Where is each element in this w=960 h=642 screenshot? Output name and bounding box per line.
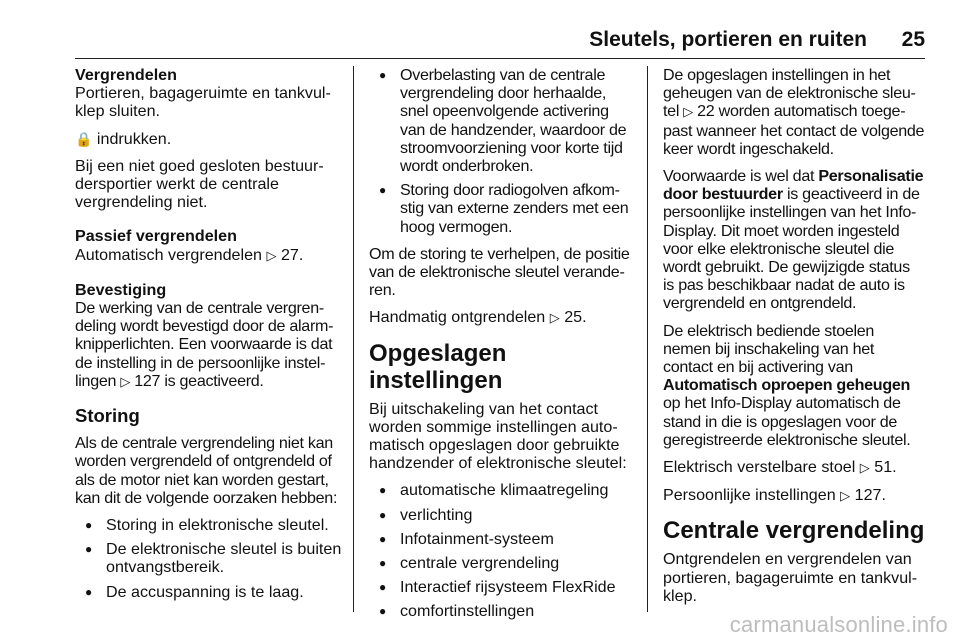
list-item: ● Infotainment-systeem xyxy=(369,530,635,548)
setting-name: Personalisatie door bestuurder xyxy=(663,167,924,204)
setting-name: Automatisch oproepen geheugen xyxy=(663,376,911,395)
heading-opgeslagen-instellingen: Opgeslagen instellingen xyxy=(369,339,507,394)
column-2 xyxy=(369,66,635,630)
list-item: ● centrale vergrendeling xyxy=(369,554,635,572)
section-vergrendelen xyxy=(75,66,343,211)
page-number: 25 xyxy=(901,28,925,51)
list-item: ● De elektronische sleutel is buiten ontvangstbereik. xyxy=(75,540,343,576)
text: op het Info-Display automatisch de stand in die is opgeslagen voor de geregistreerde elektronische sleutel. xyxy=(663,394,911,449)
text: is geactiveerd in de persoonlijke instellingen van het Info-Display. Dit moet worden ingesteld voor elke elektronische sleutel die wordt gebruikt. De gewijzigde status is pas beschikbaar nadat de auto is vergrendeld en ontgrendeld. xyxy=(663,185,920,313)
chapter-title: Sleutels, portieren en ruiten xyxy=(589,28,867,51)
paragraph: Als de centrale vergrendeling niet kan worden vergrendeld of ontgrendeld of als de motor niet kan worden gestart, kan dit de volgende oorzaken hebben: xyxy=(75,434,338,507)
bullet-list xyxy=(75,516,343,601)
reference-arrow-icon: ▷ xyxy=(683,104,693,120)
column-divider xyxy=(353,66,354,612)
paragraph xyxy=(663,458,925,477)
list-item: ● Storing door radiogolven afkomstig van externe zenders met een hoog vermogen. xyxy=(369,181,635,236)
text: Voorwaarde is wel dat xyxy=(663,167,815,186)
section-title: Bevestiging xyxy=(75,280,167,299)
column-divider xyxy=(647,66,648,612)
paragraph xyxy=(663,322,925,449)
section-bevestiging xyxy=(75,281,343,391)
list-item: ● Interactief rijsysteem FlexRide xyxy=(369,578,635,596)
paragraph: Bij uitschakeling van het contact worden sommige instellingen automatisch opgeslagen door gebruikte handzender of elektronische sleutel: xyxy=(369,399,627,473)
paragraph xyxy=(75,299,343,391)
paragraph xyxy=(75,130,343,148)
paragraph xyxy=(369,308,635,327)
page-reference[interactable]: 127. xyxy=(854,486,886,505)
paragraph xyxy=(663,167,925,313)
heading-centrale-vergrendeling: Centrale vergrendeling xyxy=(663,517,925,545)
text: De opgeslagen instellingen in het geheugen van de elektronische sleutel xyxy=(663,66,916,121)
page-reference[interactable]: 25. xyxy=(564,308,587,327)
page-reference[interactable]: 127 is geactiveerd. xyxy=(134,371,264,390)
section-title: Passief vergrendelen xyxy=(75,227,237,246)
page-reference[interactable]: 27. xyxy=(280,245,304,264)
section-passief xyxy=(75,227,343,264)
paragraph: Bij een niet goed gesloten bestuurdersportier werkt de centrale vergrendeling niet. xyxy=(75,156,324,212)
text: Elektrisch verstelbare stoel xyxy=(663,458,856,477)
paragraph: Ontgrendelen en vergrendelen van portieren, bagageruimte en tankvulklep. xyxy=(663,550,918,605)
watermark: carmanualsonline.info xyxy=(729,612,948,637)
page-header xyxy=(75,24,925,59)
text: Automatisch vergrendelen xyxy=(75,245,262,264)
list-item: ● automatische klimaatregeling xyxy=(369,481,635,499)
reference-arrow-icon: ▷ xyxy=(859,460,870,476)
list-item: ● Overbelasting van de centrale vergrendeling door herhaalde, snel opeenvolgende activering van de handzender, waardoor de stroomvoorziening voor korte tijd wordt onderbroken. xyxy=(369,66,635,175)
paragraph: Om de storing te verhelpen, de positie van de elektronische sleutel veranderen. xyxy=(369,244,630,300)
text: De elektrisch bediende stoelen nemen bij inschakeling van het contact en bij activering van xyxy=(663,321,875,377)
text: De werking van de centrale vergrendeling wordt bevestigd door de alarmknipperlichten. Een voorwaarde is dat de instelling in de persoonlijke instellingen xyxy=(75,299,334,390)
paragraph xyxy=(663,66,925,158)
reference-arrow-icon: ▷ xyxy=(840,488,851,504)
paragraph: Portieren, bagageruimte en tankvulklep sluiten. xyxy=(75,84,331,121)
lock-icon: 🔒 xyxy=(75,130,93,147)
reference-arrow-icon: ▷ xyxy=(120,373,131,389)
text: indrukken. xyxy=(96,129,172,148)
column-1 xyxy=(75,66,343,610)
list-item: ● comfortinstellingen xyxy=(369,602,635,620)
heading-storing: Storing xyxy=(75,405,140,427)
list-item: ● De accuspanning is te laag. xyxy=(75,583,343,601)
list-item: ● verlichting xyxy=(369,506,635,524)
page-reference[interactable]: 51. xyxy=(874,458,897,477)
paragraph xyxy=(75,246,343,265)
bullet-list xyxy=(369,481,635,620)
bullet-list xyxy=(369,66,635,236)
list-item: ● Storing in elektronische sleutel. xyxy=(75,516,343,534)
text: Handmatig ontgrendelen xyxy=(369,308,546,327)
text: Persoonlijke instellingen xyxy=(663,486,836,505)
section-title: Vergrendelen xyxy=(75,66,177,84)
reference-arrow-icon: ▷ xyxy=(549,310,560,326)
reference-arrow-icon: ▷ xyxy=(266,247,277,263)
column-3 xyxy=(663,66,925,614)
paragraph xyxy=(663,486,925,505)
text: 22 worden automatisch toegepast wanneer het contact de volgende keer wordt ingeschakeld. xyxy=(663,102,925,158)
